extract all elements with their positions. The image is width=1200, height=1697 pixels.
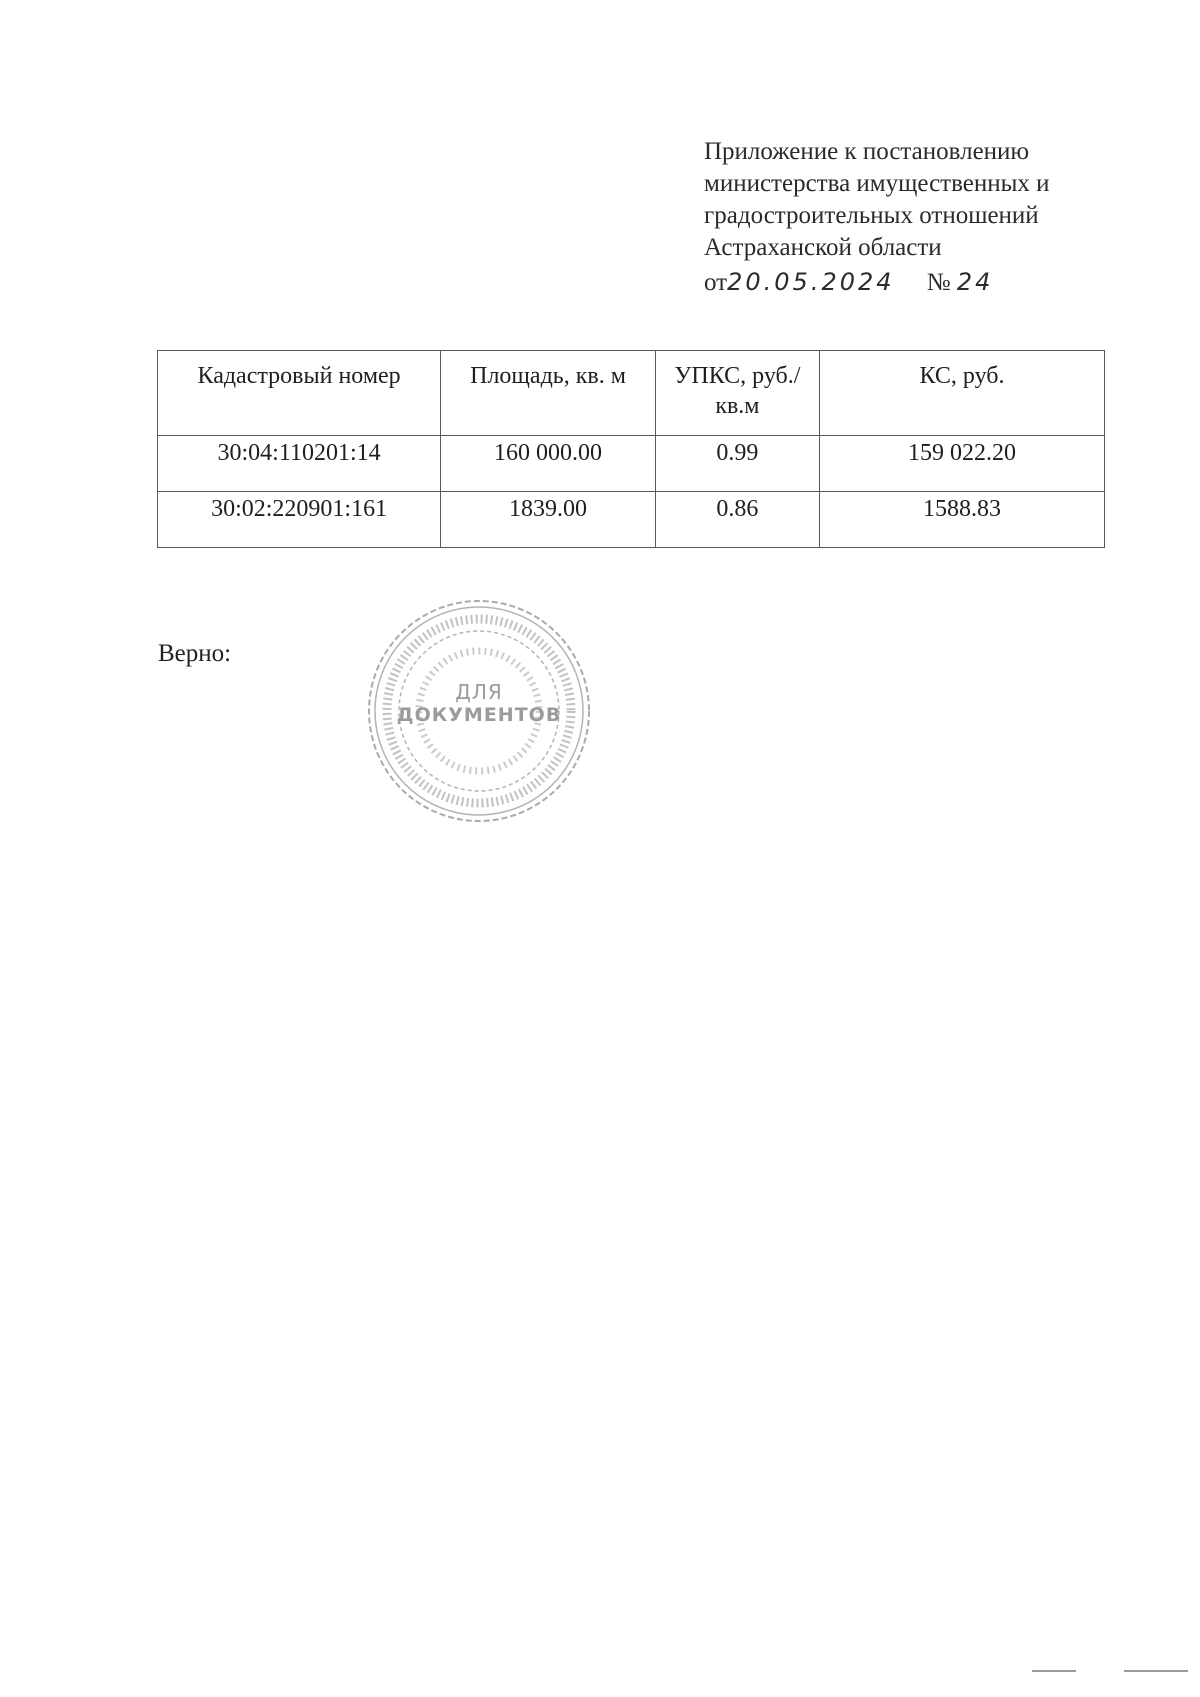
date-prefix: от — [704, 269, 728, 296]
cell-area: 160 000.00 — [441, 436, 656, 492]
cell-area: 1839.00 — [441, 492, 656, 548]
header-ks: КС, руб. — [819, 351, 1104, 436]
cell-ks: 1588.83 — [819, 492, 1104, 548]
verification-label: Верно: — [158, 640, 232, 667]
table-row — [158, 492, 1105, 548]
handwritten-number: 24 — [956, 268, 994, 296]
cell-cadastral-number: 30:02:220901:161 — [158, 492, 441, 548]
cell-cadastral-number: 30:04:110201:14 — [158, 436, 441, 492]
table-header-row — [158, 351, 1105, 436]
annex-header — [704, 136, 1124, 299]
annex-line-1: Приложение к постановлению — [704, 138, 1030, 165]
annex-line-4: Астраханской области — [704, 234, 942, 261]
cell-ks: 159 022.20 — [819, 436, 1104, 492]
handwritten-date: 20.05.2024 — [727, 268, 895, 296]
table-row — [158, 436, 1105, 492]
cadastral-table — [157, 350, 1105, 548]
header-area: Площадь, кв. м — [441, 351, 656, 436]
annex-line-3: градостроительных отношений — [704, 202, 1039, 229]
annex-line-2: министерства имущественных и — [704, 170, 1050, 197]
header-upks: УПКС, руб./кв.м — [655, 351, 819, 436]
scan-mark-left — [1032, 1670, 1076, 1672]
scan-mark-right — [1124, 1670, 1188, 1672]
number-sign: № — [926, 269, 951, 296]
cell-upks: 0.99 — [655, 436, 819, 492]
cell-upks: 0.86 — [655, 492, 819, 548]
seal-text-2: ДОКУМЕНТОВ — [396, 704, 562, 726]
official-seal — [364, 596, 594, 826]
header-cadastral-number: Кадастровый номер — [158, 351, 441, 436]
seal-text-1: ДЛЯ — [455, 680, 503, 704]
annex-date-line — [704, 266, 1124, 299]
